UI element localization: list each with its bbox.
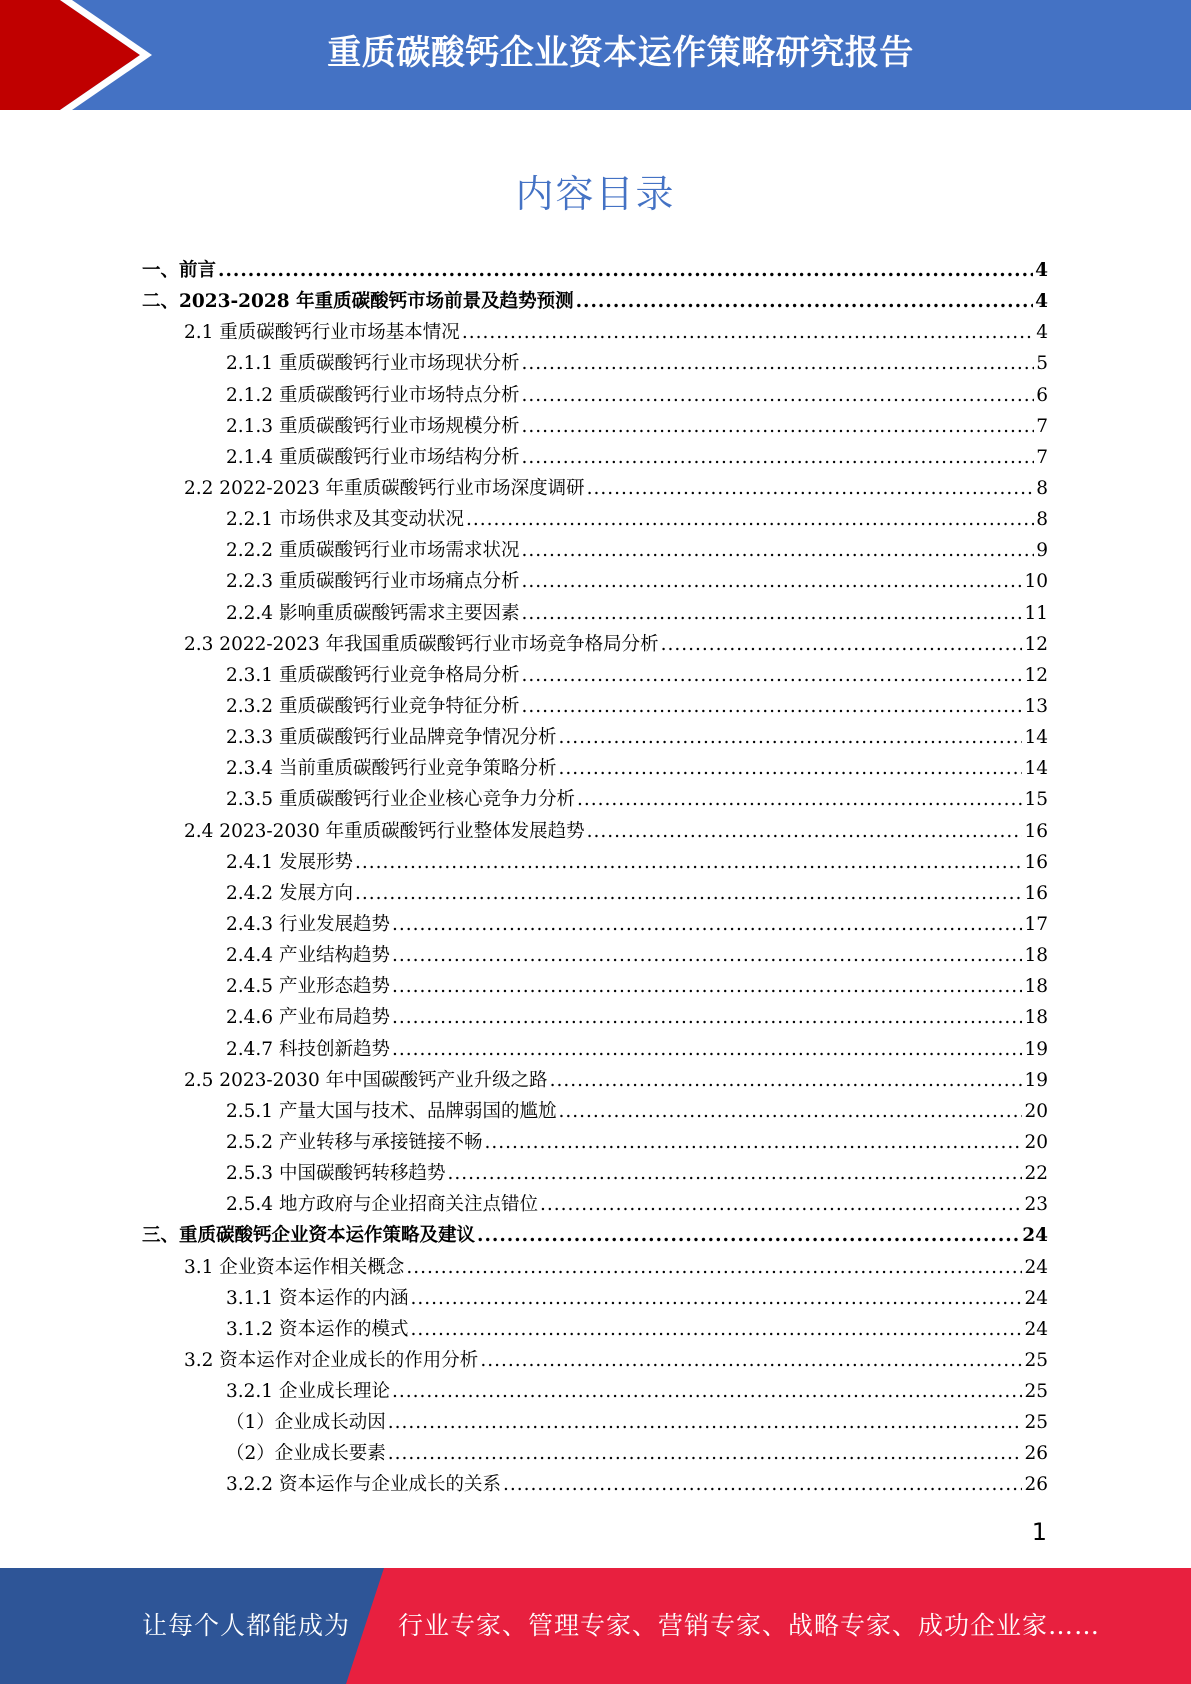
page-header [0,0,1191,110]
toc-entry[interactable] [142,505,1048,536]
toc-entry[interactable] [142,1066,1048,1097]
toc-entry-page: 14 [1024,758,1048,780]
toc-entry-page: 18 [1024,945,1048,967]
toc-entry-page: 16 [1024,882,1048,904]
toc-leader-dots [484,1132,1022,1153]
footer-slogan-right: 行业专家、管理专家、营销专家、战略专家、成功企业家…… [398,1611,1101,1640]
toc-entry-page: 22 [1024,1163,1048,1185]
toc-entry-title: （1）企业成长动因 [226,1412,386,1434]
toc-entry[interactable] [142,256,1048,287]
toc-entry[interactable] [142,1315,1048,1346]
toc-entry[interactable] [142,1439,1048,1470]
toc-entry-title: 2.1.3 重质碳酸钙行业市场规模分析 [226,415,520,437]
toc-entry-page: 20 [1024,1131,1048,1153]
toc-leader-dots [540,1194,1022,1215]
toc-entry[interactable] [142,536,1048,567]
toc-entry[interactable] [142,848,1048,879]
toc-leader-dots [406,1257,1022,1278]
toc-entry-title: 一、前言 [142,260,217,281]
toc-entry-page: 24 [1022,1225,1048,1247]
toc-entry[interactable] [142,318,1048,349]
toc-leader-dots [558,727,1022,748]
toc-entry-title: 3.2.2 资本运作与企业成长的关系 [226,1474,501,1496]
toc-leader-dots [392,976,1022,997]
toc-entry[interactable] [142,630,1048,661]
toc-entry[interactable] [142,599,1048,630]
toc-entry-page: 25 [1024,1349,1048,1371]
toc-entry-page: 24 [1024,1287,1048,1309]
toc-entry-title: （2）企业成长要素 [226,1443,386,1465]
toc-leader-dots [392,945,1022,966]
toc-leader-dots [558,758,1022,779]
toc-entry[interactable] [142,1003,1048,1034]
toc-leader-dots [355,883,1023,904]
toc-entry[interactable] [142,1470,1048,1501]
toc-entry[interactable] [142,1221,1048,1252]
toc-entry[interactable] [142,1190,1048,1221]
toc-entry[interactable] [142,879,1048,910]
toc-leader-dots [577,789,1022,810]
toc-entry-page: 19 [1024,1038,1048,1060]
toc-entry-title: 3.1.2 资本运作的模式 [226,1318,409,1340]
toc-entry-title: 2.4 2023-2030 年重质碳酸钙行业整体发展趋势 [184,820,585,842]
footer-slogan-left: 让每个人都能成为 [142,1611,351,1640]
toc-entry-page: 18 [1024,976,1048,998]
toc-entry-page: 11 [1024,602,1048,624]
toc-entry[interactable] [142,349,1048,380]
toc-leader-dots [587,478,1035,499]
toc-leader-dots [388,1443,1023,1464]
toc-entry-page: 12 [1024,664,1048,686]
toc-entry-title: 2.3 2022-2023 年我国重质碳酸钙行业市场竞争格局分析 [184,633,659,655]
toc-entry-title: 二、2023-2028 年重质碳酸钙市场前景及趋势预测 [142,291,574,313]
toc-entry-title: 2.4.5 产业形态趋势 [226,976,390,998]
toc-entry-title: 2.4.6 产业布局趋势 [226,1007,390,1029]
toc-entry-title: 2.5.4 地方政府与企业招商关注点错位 [226,1194,538,1216]
toc-leader-dots [521,665,1022,686]
toc-entry-title: 2.5.1 产量大国与技术、品牌弱国的尴尬 [226,1100,557,1122]
toc-entry-title: 2.2 2022-2023 年重质碳酸钙行业市场深度调研 [184,477,585,499]
toc-leader-dots [477,1225,1020,1246]
toc-leader-dots [521,416,1034,437]
toc-leader-dots [521,353,1034,374]
toc-entry[interactable] [142,723,1048,754]
toc-leader-dots [410,1288,1022,1309]
toc-entry-page: 16 [1024,851,1048,873]
toc-entry-page: 24 [1024,1256,1048,1278]
toc-entry[interactable] [142,474,1048,505]
page-number: 1 [1031,1518,1047,1546]
toc-entry-title: 三、重质碳酸钙企业资本运作策略及建议 [142,1225,476,1247]
toc-entry-title: 2.4.4 产业结构趋势 [226,945,390,967]
toc-entry-page: 20 [1024,1100,1048,1122]
toc-entry[interactable] [142,785,1048,816]
toc-entry[interactable] [142,941,1048,972]
toc-entry-title: 3.1.1 资本运作的内涵 [226,1287,409,1309]
toc-entry[interactable] [142,661,1048,692]
toc-leader-dots [550,1070,1023,1091]
toc-entry-page: 4 [1035,291,1048,313]
toc-leader-dots [587,821,1023,842]
toc-leader-dots [218,260,1033,281]
toc-entry-page: 12 [1024,633,1048,655]
toc-leader-dots [521,696,1022,717]
toc-entry-page: 8 [1036,509,1048,531]
toc-entry-page: 8 [1036,477,1048,499]
toc-entry[interactable] [142,910,1048,941]
toc-leader-dots [447,1163,1022,1184]
toc-leader-dots [521,447,1034,468]
toc-entry-title: 2.5.2 产业转移与承接链接不畅 [226,1131,483,1153]
toc-entry-title: 2.2.3 重质碳酸钙行业市场痛点分析 [226,571,520,593]
toc-leader-dots [503,1474,1022,1495]
toc-entry-title: 3.2 资本运作对企业成长的作用分析 [184,1349,479,1371]
toc-entry-title: 2.5.3 中国碳酸钙转移趋势 [226,1163,446,1185]
toc-entry-page: 16 [1024,820,1048,842]
page-footer [0,1568,1191,1684]
toc-entry[interactable] [142,1408,1048,1439]
toc-entry-page: 17 [1024,913,1048,935]
toc-leader-dots [466,509,1034,530]
toc-entry-page: 7 [1036,446,1048,468]
toc-entry-title: 2.1.2 重质碳酸钙行业市场特点分析 [226,384,520,406]
toc-leader-dots [392,1007,1022,1028]
toc-leader-dots [521,603,1022,624]
toc-entry-page: 13 [1024,695,1048,717]
toc-entry[interactable] [142,754,1048,785]
toc-entry-page: 25 [1024,1412,1048,1434]
toc-entry-page: 9 [1036,540,1048,562]
toc-leader-dots [392,1381,1022,1402]
toc-entry[interactable] [142,1097,1048,1128]
toc-entry[interactable] [142,972,1048,1003]
toc-entry-page: 6 [1036,384,1048,406]
toc-entry[interactable] [142,567,1048,598]
toc-entry-page: 25 [1024,1381,1048,1403]
toc-entry-page: 18 [1024,1007,1048,1029]
toc-leader-dots [480,1350,1022,1371]
toc-entry-title: 2.4.7 科技创新趋势 [226,1038,390,1060]
toc-entry[interactable] [142,1346,1048,1377]
toc-entry[interactable] [142,381,1048,412]
toc-entry[interactable] [142,1159,1048,1190]
toc-entry-title: 2.1.4 重质碳酸钙行业市场结构分析 [226,446,520,468]
toc-entry[interactable] [142,1128,1048,1159]
toc-leader-dots [462,322,1034,343]
toc-leader-dots [392,914,1022,935]
toc-entry[interactable] [142,692,1048,723]
toc-entry-page: 19 [1024,1069,1048,1091]
toc-heading: 内容目录 [515,172,676,216]
toc-entry-title: 2.4.1 发展形势 [226,851,353,873]
report-title: 重质碳酸钙企业资本运作策略研究报告 [327,33,914,73]
toc-leader-dots [521,385,1034,406]
toc-leader-dots [355,852,1023,873]
toc-entry-title: 2.5 2023-2030 年中国碳酸钙产业升级之路 [184,1069,548,1091]
toc-leader-dots [388,1412,1023,1433]
toc-entry-page: 15 [1024,789,1048,811]
table-of-contents [142,256,1048,1502]
toc-entry-page: 10 [1024,571,1048,593]
toc-entry[interactable] [142,1035,1048,1066]
toc-entry-page: 5 [1036,353,1048,375]
toc-entry-title: 2.4.2 发展方向 [226,882,353,904]
toc-leader-dots [558,1101,1022,1122]
toc-entry-title: 2.2.1 市场供求及其变动状况 [226,509,464,531]
toc-entry[interactable] [142,1253,1048,1284]
toc-entry-page: 26 [1024,1443,1048,1465]
toc-leader-dots [576,291,1034,312]
toc-entry-title: 2.1 重质碳酸钙行业市场基本情况 [184,322,460,344]
toc-leader-dots [410,1319,1022,1340]
toc-entry-title: 2.3.5 重质碳酸钙行业企业核心竞争力分析 [226,789,575,811]
toc-entry-page: 4 [1035,260,1048,281]
toc-entry-title: 2.3.1 重质碳酸钙行业竞争格局分析 [226,664,520,686]
toc-entry[interactable] [142,287,1048,318]
toc-entry-title: 2.1.1 重质碳酸钙行业市场现状分析 [226,353,520,375]
toc-entry[interactable] [142,817,1048,848]
toc-entry-title: 2.2.4 影响重质碳酸钙需求主要因素 [226,602,520,624]
toc-leader-dots [521,540,1034,561]
toc-entry[interactable] [142,1377,1048,1408]
toc-entry[interactable] [142,1284,1048,1315]
toc-entry-title: 2.2.2 重质碳酸钙行业市场需求状况 [226,540,520,562]
toc-entry-title: 3.1 企业资本运作相关概念 [184,1256,405,1278]
toc-entry-page: 26 [1024,1474,1048,1496]
toc-leader-dots [392,1039,1022,1060]
toc-entry[interactable] [142,443,1048,474]
toc-entry-page: 7 [1036,415,1048,437]
toc-entry-title: 2.3.3 重质碳酸钙行业品牌竞争情况分析 [226,727,557,749]
toc-entry-page: 4 [1036,322,1048,344]
toc-entry-title: 2.3.2 重质碳酸钙行业竞争特征分析 [226,695,520,717]
toc-entry-title: 3.2.1 企业成长理论 [226,1381,390,1403]
toc-entry-page: 23 [1024,1194,1048,1216]
toc-entry-page: 14 [1024,727,1048,749]
toc-leader-dots [661,634,1023,655]
toc-leader-dots [521,571,1022,592]
toc-entry-page: 24 [1024,1318,1048,1340]
toc-entry-title: 2.4.3 行业发展趋势 [226,913,390,935]
toc-entry-title: 2.3.4 当前重质碳酸钙行业竞争策略分析 [226,758,557,780]
toc-entry[interactable] [142,412,1048,443]
header-chevron-icon [0,0,160,110]
